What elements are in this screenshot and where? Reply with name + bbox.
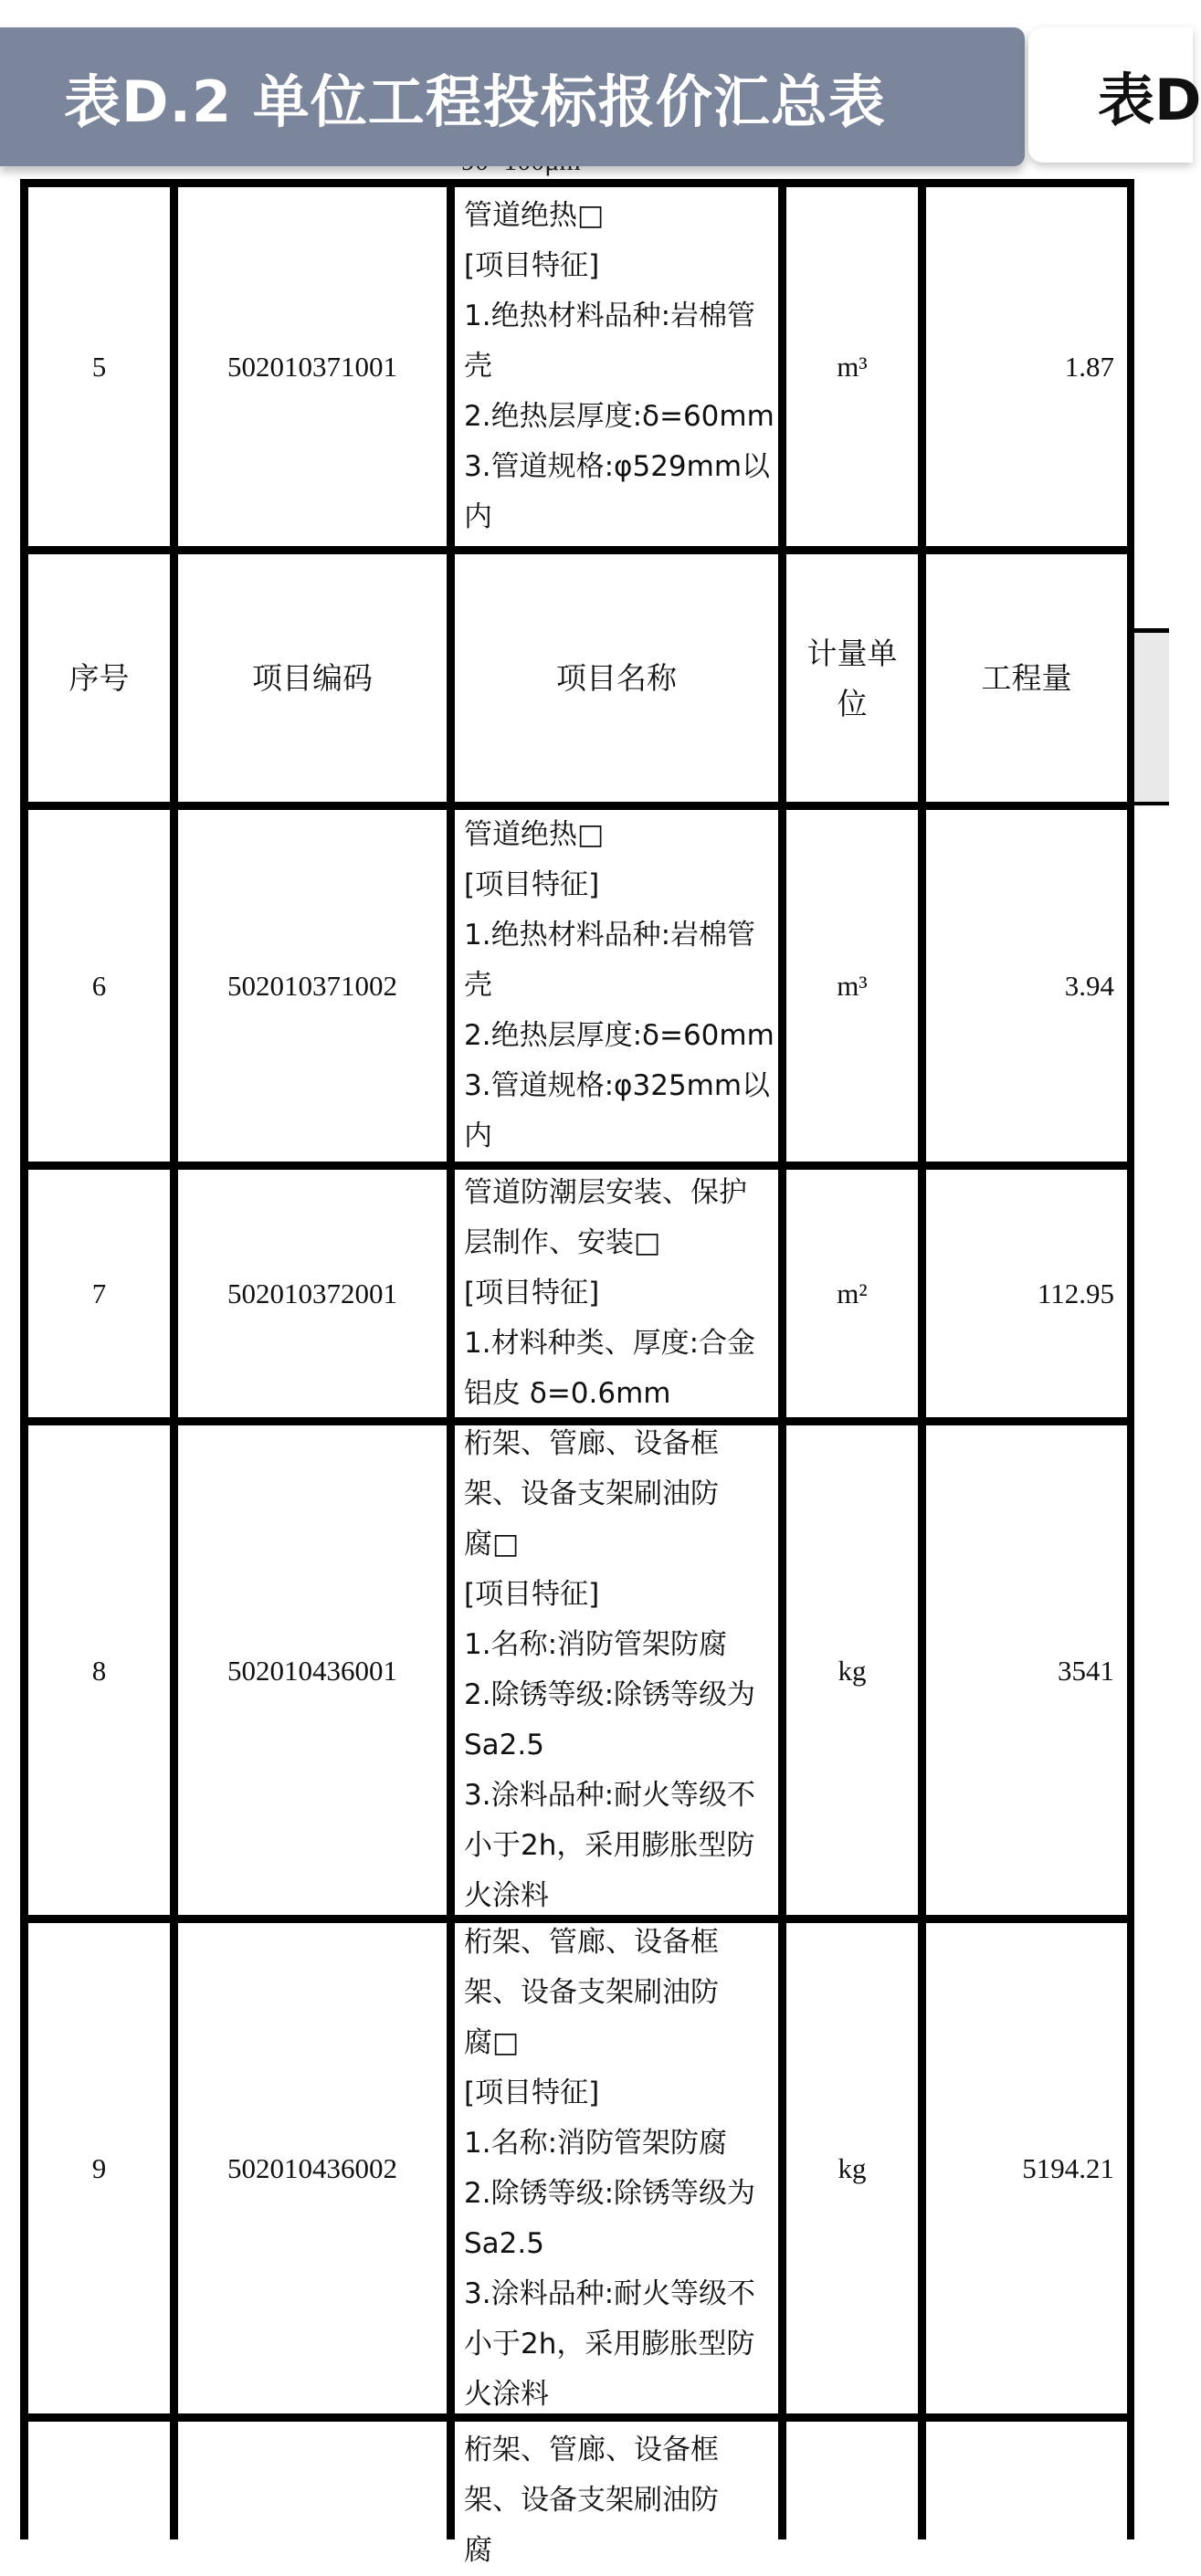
row-5-code: 502010371001 xyxy=(227,351,397,383)
name-line: 1.名称:消防管架防腐 xyxy=(464,2126,728,2160)
name-line: 层制作、安装□ xyxy=(464,1226,661,1259)
name-line: 1.绝热材料品种:岩棉管 xyxy=(464,300,756,332)
row-8-unit: kg xyxy=(838,1654,867,1687)
name-line: 小于2h，采用膨胀型防 xyxy=(464,2327,755,2360)
header-seq: 序号 xyxy=(68,659,130,696)
row-divider xyxy=(20,179,1134,187)
row-9-name xyxy=(455,1923,778,2413)
name-line: 腐□ xyxy=(464,1528,520,1561)
row-9-name-lines xyxy=(464,1918,755,2420)
name-line: 火涂料 xyxy=(464,1879,549,1912)
name-line: Sa2.5 xyxy=(464,1729,544,1761)
header-unit xyxy=(786,554,918,802)
header-name: 项目名称 xyxy=(556,659,677,696)
name-line: 架、设备支架刷油防 xyxy=(464,1477,719,1510)
name-line: 桁架、管廊、设备框 xyxy=(464,2434,719,2466)
name-line: 铝皮 δ=0.6mm xyxy=(464,1377,671,1410)
row-7-code: 502010372001 xyxy=(227,1277,397,1309)
row-6-seq: 6 xyxy=(91,970,107,1002)
column-divider xyxy=(778,179,786,2539)
tab-summary-sheet[interactable] xyxy=(0,27,1025,166)
row-6-name-lines xyxy=(464,810,774,1162)
row-9-seq: 9 xyxy=(91,2152,107,2184)
row-8-qty: 3541 xyxy=(1058,1654,1114,1687)
name-line: [项目特征] xyxy=(464,249,600,282)
tab-summary-sheet-label: 表D.2 单位工程投标报价汇总表 xyxy=(64,68,886,135)
name-line: 壳 xyxy=(464,350,492,383)
row-6-qty: 3.94 xyxy=(1064,970,1114,1002)
next-column-fragment xyxy=(1134,633,1169,806)
name-line: 2.绝热层厚度:δ=60mm xyxy=(464,1019,774,1052)
column-divider xyxy=(447,179,455,2539)
name-line: Sa2.5 xyxy=(464,2226,544,2260)
name-line: 2.绝热层厚度:δ=60mm xyxy=(464,400,774,433)
row-5-name-lines xyxy=(464,191,774,542)
name-line: 3.管道规格:φ529mm以 xyxy=(464,450,771,483)
row-8-code: 502010436001 xyxy=(227,1654,397,1687)
row-5-unit: m³ xyxy=(837,351,868,383)
name-line: 3.涂料品种:耐火等级不 xyxy=(464,2276,756,2310)
column-divider xyxy=(918,179,926,2539)
name-line: 管道绝热□ xyxy=(464,199,605,232)
row-8-name xyxy=(455,1425,778,1915)
name-line: 1.名称:消防管架防腐 xyxy=(464,1628,728,1661)
row-6-name xyxy=(455,810,778,1162)
name-line: 架、设备支架刷油防 xyxy=(464,2484,719,2517)
name-line: 管道绝热□ xyxy=(464,818,605,851)
name-line: 内 xyxy=(464,500,492,533)
row-9-unit: kg xyxy=(838,2152,867,2184)
row-10-name xyxy=(455,2422,778,2567)
name-line: 内 xyxy=(464,1120,492,1152)
row-8-seq: 8 xyxy=(91,1654,107,1687)
name-line: 3.涂料品种:耐火等级不 xyxy=(464,1779,756,1812)
name-line: [项目特征] xyxy=(464,1578,600,1611)
row-8-name-lines xyxy=(464,1419,755,1921)
name-line: 1.材料种类、厚度:合金 xyxy=(464,1327,756,1360)
name-line: 1.绝热材料品种:岩棉管 xyxy=(464,919,756,952)
name-line: [项目特征] xyxy=(464,2076,600,2109)
row-6-code: 502010371002 xyxy=(227,970,397,1002)
row-7-seq: 7 xyxy=(91,1277,107,1309)
row-10-name-lines xyxy=(464,2422,719,2576)
row-7-qty: 112.95 xyxy=(1037,1277,1114,1309)
row-7-name xyxy=(455,1170,778,1417)
tab-next-sheet[interactable] xyxy=(1028,27,1201,163)
header-unit-line: 计量单 xyxy=(806,635,898,671)
header-unit-line: 位 xyxy=(837,685,868,721)
row-7-unit: m² xyxy=(837,1277,868,1309)
header-code: 项目编码 xyxy=(252,659,373,696)
row-divider xyxy=(20,546,1134,554)
name-line: 2.除锈等级:除锈等级为 xyxy=(464,2176,756,2210)
name-line: [项目特征] xyxy=(464,868,600,901)
name-line: 壳 xyxy=(464,969,492,1002)
sheet-tab-bar xyxy=(0,0,1201,179)
table-border-left xyxy=(20,179,28,2539)
header-qty: 工程量 xyxy=(981,659,1072,696)
name-line: 火涂料 xyxy=(464,2377,549,2411)
column-divider xyxy=(170,179,178,2539)
row-9-qty: 5194.21 xyxy=(1022,2152,1114,2184)
row-divider xyxy=(20,802,1134,810)
name-line: 桁架、管廊、设备框 xyxy=(464,1427,719,1460)
name-line: 3.管道规格:φ325mm以 xyxy=(464,1069,771,1102)
row-6-unit: m³ xyxy=(837,970,868,1002)
name-line: 腐 xyxy=(464,2534,492,2567)
tab-next-sheet-label: 表D xyxy=(1098,66,1201,133)
row-9-code: 502010436002 xyxy=(227,2152,397,2184)
name-line: 架、设备支架刷油防 xyxy=(464,1975,719,2009)
column-divider xyxy=(1127,179,1134,2539)
name-line: 腐□ xyxy=(464,2025,520,2059)
row-5-name xyxy=(455,187,778,546)
row-7-name-lines xyxy=(464,1168,755,1419)
row-5-seq: 5 xyxy=(91,351,107,383)
name-line: 桁架、管廊、设备框 xyxy=(464,1925,719,1959)
name-line: 2.除锈等级:除锈等级为 xyxy=(464,1678,756,1711)
name-line: 管道防潮层安装、保护 xyxy=(464,1176,747,1209)
row-5-qty: 1.87 xyxy=(1064,351,1114,383)
name-line: 小于2h，采用膨胀型防 xyxy=(464,1829,755,1862)
name-line: [项目特征] xyxy=(464,1277,600,1309)
next-column-fragment xyxy=(1134,802,1169,805)
header-unit-lines xyxy=(807,628,898,729)
